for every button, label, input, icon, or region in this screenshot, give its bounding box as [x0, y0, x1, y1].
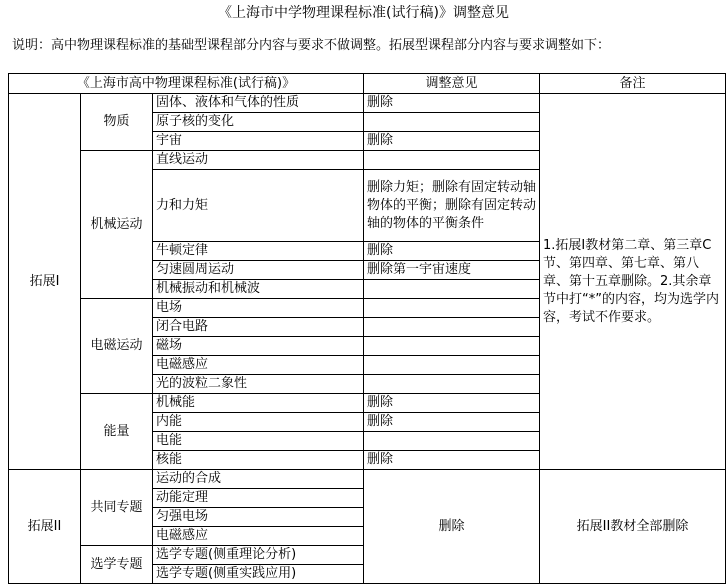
topic-cell: 光的波粒二象性: [153, 375, 364, 394]
adjust-cell: [364, 432, 540, 451]
topic-cell: 运动的合成: [153, 470, 364, 489]
topic-cell: 宇宙: [153, 132, 364, 151]
topic-cell: 磁场: [153, 337, 364, 356]
topic-cell: 电磁感应: [153, 527, 364, 546]
adjust-cell: [364, 337, 540, 356]
adjust-cell: [364, 113, 540, 132]
adjust-cell: 删除: [364, 132, 540, 151]
table-row: [9, 94, 726, 113]
topic-cell: 直线运动: [153, 151, 364, 170]
adjustment-table: [8, 73, 726, 584]
adjust-cell: 删除: [364, 451, 540, 470]
group-label: 共同专题: [81, 470, 153, 546]
adjust-cell: 删除: [364, 413, 540, 432]
section1-label: 拓展I: [9, 94, 81, 470]
topic-cell: 电能: [153, 432, 364, 451]
section1-remark: 1.拓展I教材第二章、第三章C节、第四章、第七章、第八章、第十五章删除。2.其余章节中打“*”的内容，均为选学内容，考试不作要求。: [540, 94, 726, 470]
topic-cell: 内能: [153, 413, 364, 432]
topic-cell: 电场: [153, 299, 364, 318]
topic-cell: 匀强电场: [153, 508, 364, 527]
group-label: 选学专题: [81, 546, 153, 584]
topic-cell: 机械振动和机械波: [153, 280, 364, 299]
table-header-row: [9, 74, 726, 94]
header-standard: 《上海市高中物理课程标准(试行稿)》: [9, 74, 364, 94]
adjust-cell: [364, 318, 540, 337]
adjust-cell: 删除: [364, 394, 540, 413]
group-label: 机械运动: [81, 151, 153, 299]
topic-cell: 电磁感应: [153, 356, 364, 375]
header-adjust: 调整意见: [364, 74, 540, 94]
topic-cell: 机械能: [153, 394, 364, 413]
adjust-cell: 删除力矩；删除有固定转动轴物体的平衡；删除有固定转动轴的物体的平衡条件: [364, 170, 540, 242]
topic-cell: 固体、液体和气体的性质: [153, 94, 364, 113]
group-label: 能量: [81, 394, 153, 470]
explanation-note: 说明：高中物理课程标准的基础型课程部分内容与要求不做调整。拓展型课程部分内容与要求调整如下：: [12, 38, 611, 53]
page-title: 《上海市中学物理课程标准(试行稿)》调整意见: [218, 5, 509, 21]
section2-label: 拓展II: [9, 470, 81, 584]
table-row: [9, 470, 726, 489]
topic-cell: 选学专题(侧重实践应用): [153, 565, 364, 584]
topic-cell: 力和力矩: [153, 170, 364, 242]
topic-cell: 动能定理: [153, 489, 364, 508]
topic-cell: 匀速圆周运动: [153, 261, 364, 280]
topic-cell: 核能: [153, 451, 364, 470]
adjust-cell: 删除: [364, 94, 540, 113]
topic-cell: 闭合电路: [153, 318, 364, 337]
topic-cell: 原子核的变化: [153, 113, 364, 132]
adjust-cell: 删除: [364, 242, 540, 261]
group-label: 物质: [81, 94, 153, 151]
adjust-cell: [364, 280, 540, 299]
adjust-cell: [364, 299, 540, 318]
header-remark: 备注: [540, 74, 726, 94]
topic-cell: 选学专题(侧重理论分析): [153, 546, 364, 565]
group-label: 电磁运动: [81, 299, 153, 394]
section2-remark: 拓展II教材全部删除: [540, 470, 726, 584]
section2-adjust: 删除: [364, 470, 540, 584]
adjust-cell: [364, 375, 540, 394]
adjust-cell: 删除第一宇宙速度: [364, 261, 540, 280]
topic-cell: 牛顿定律: [153, 242, 364, 261]
adjust-cell: [364, 151, 540, 170]
adjust-cell: [364, 356, 540, 375]
